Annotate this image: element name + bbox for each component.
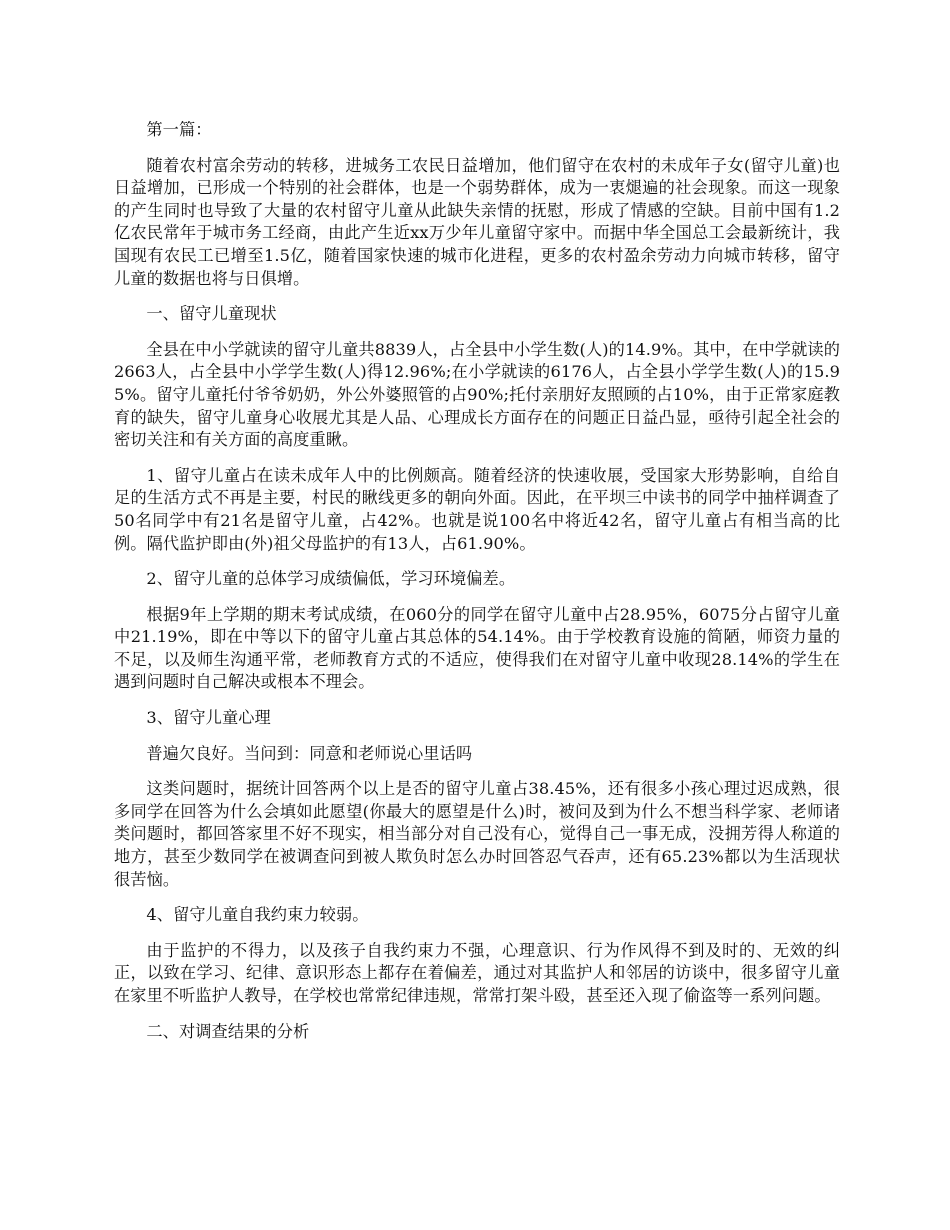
section1-heading: 一、留守儿童现状 xyxy=(146,304,277,324)
point3-line: 普遍欠良好。当问到：同意和老师说心里话吗 xyxy=(146,743,473,763)
part-title: 第一篇： xyxy=(146,120,212,139)
section1-paragraph: 全县在中小学就读的留守儿童共8839人，占全县中小学生数(人)的14.9%。其中，在中学就读的2663人，占全县中小学学生数(人)得12.96%;在小学就读的6176人，占全县小学学生数(人)的15.95%。留守儿童托付爷爷奶奶，外公外婆照管的占90%;托付亲朋好友照顾的占10%，由于正常家庭教育的缺失，留守儿童身心收展尤其是人品、心理成长方面存在的问题正日益凸显，亟待引起全社会的密切关注和有关方面的高度重瞅。 xyxy=(114,339,840,450)
section2-heading: 二、对调查结果的分析 xyxy=(146,1021,310,1041)
point2-heading: 2、留守儿童的总体学习成绩偏低，学习环境偏差。 xyxy=(146,569,516,589)
point2-paragraph: 根据9年上学期的期末考试成绩，在060分的同学在留守儿童中占28.95%，6075分占留守儿童中21.19%，即在中等以下的留守儿童占其总体的54.14%。由于学校教育设施的简陋，师资力量的不足，以及师生沟通平常，老师教育方式的不适应，使得我们在对留守儿童中收现28.14%的学生在遇到问题时自己解决或根本不理会。 xyxy=(114,604,840,692)
point4-heading: 4、留守儿童自我约束力较弱。 xyxy=(146,905,369,925)
intro-paragraph: 随着农村富余劳动的转移，进城务工农民日益增加，他们留守在农村的未成年子女(留守儿童)也日益增加，已形成一个特别的社会群体，也是一个弱势群体，成为一衷煺遍的社会现象。而这一现象的产生同时也导致了大量的农村留守儿童从此缺失亲情的抚慰，形成了情感的空缺。目前中国有1.2亿农民常年于城市务工经商，由此产生近xx万少年儿童留守家中。而据中华全国总工会最新统计，我国现有农民工已增至1.5亿，随着国家快速的城市化进程，更多的农村盈余劳动力向城市转移，留守儿童的数据也将与日俱增。 xyxy=(114,155,840,288)
point3-heading: 3、留守儿童心理 xyxy=(146,708,271,728)
point1-paragraph: 1、留守儿童占在读未成年人中的比例颇高。随着经济的快速收展，受国家大形势影响，自给自足的生活方式不再是主要，村民的瞅线更多的朝向外面。因此，在平坝三中读书的同学中抽样调查了50名同学中有21名是留守儿童，占42%。也就是说100名中将近42名，留守儿童占有相当高的比例。隔代监护即由(外)祖父母监护的有13人，占61.90%。 xyxy=(114,465,840,553)
point3-paragraph: 这类问题时，据统计回答两个以上是否的留守儿童占38.45%，还有很多小孩心理过迟成熟，很多同学在回答为什么会填如此愿望(你最大的愿望是什么)时，被问及到为什么不想当科学家、老师诸类问题时，都回答家里不好不现实，相当部分对自己没有心，觉得自己一事无成，没拥芳得人称道的地方，甚至少数同学在被调查问到被人欺负时怎么办时回答忍气吞声，还有65.23%都以为生活现状很苦恼。 xyxy=(114,779,840,889)
point4-paragraph: 由于监护的不得力，以及孩子自我约束力不强，心理意识、行为作风得不到及时的、无效的纠正，以致在学习、纪律、意识形态上都存在着偏差，通过对其监护人和邻居的访谈中，很多留守儿童在家里不听监护人教导，在学校也常常纪律违规，常常打架斗殴，甚至还入现了偷盗等一系列问题。 xyxy=(114,940,840,1005)
